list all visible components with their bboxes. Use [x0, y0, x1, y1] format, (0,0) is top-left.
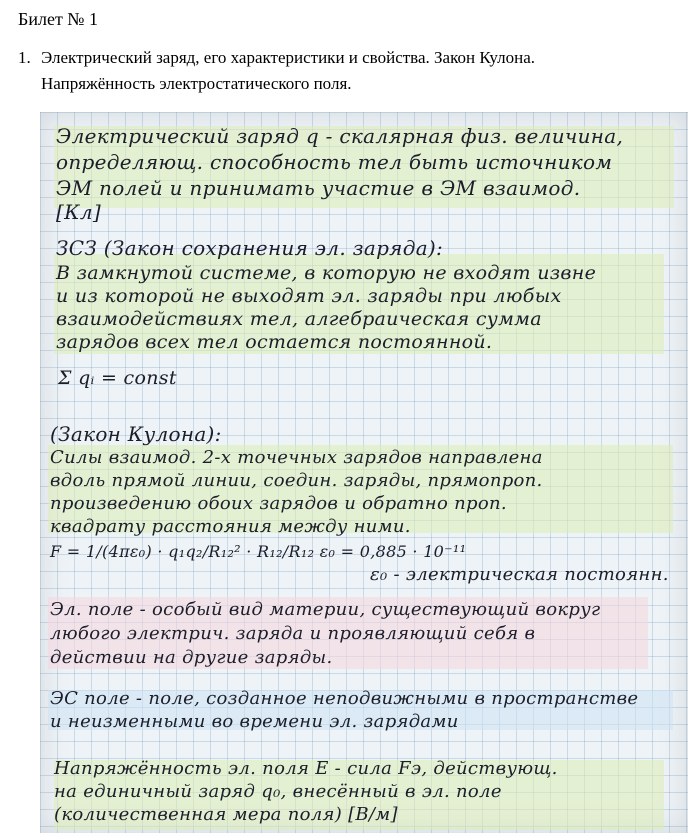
note-line: квадрату расстояния между ними.: [50, 516, 411, 537]
note-line: любого электрич. заряда и проявляющий себя в: [50, 623, 536, 644]
note-line: ε₀ - электрическая постоянн.: [370, 564, 669, 585]
coulomb-formula: F = 1/(4πε₀) · q₁q₂/R₁₂² · R₁₂/R₁₂ ε₀ = 0,885 · 10⁻¹¹: [50, 542, 467, 561]
note-line: Эл. поле - особый вид материи, существующий вокруг: [50, 599, 601, 620]
question-text-line-2: Напряжённость электростатического поля.: [41, 74, 352, 93]
note-line: Силы взаимод. 2-х точечных зарядов направлена: [50, 447, 543, 468]
note-line: (Закон Кулона):: [50, 422, 222, 446]
note-line: Σ qᵢ = const: [58, 367, 177, 389]
note-line: на единичный заряд q₀, внесённый в эл. поле: [54, 781, 502, 802]
note-line: определяющ. способность тел быть источником: [56, 150, 613, 174]
note-line: [Кл]: [56, 200, 102, 224]
note-line: вдоль прямой линии, соедин. заряды, прямопроп.: [50, 470, 543, 491]
question-number: 1.: [18, 48, 31, 67]
note-line: ЭС поле - поле, созданное неподвижными в пространстве: [50, 688, 639, 709]
note-line: произведению обоих зарядов и обратно проп.: [50, 493, 507, 514]
question-text-line-1: Электрический заряд, его характеристики и свойства. Закон Кулона.: [41, 48, 536, 67]
handwritten-notes-photo: [40, 112, 688, 833]
note-line: действии на другие заряды.: [50, 647, 333, 668]
note-line: Напряжённость эл. поля E - сила Fэ, действующ.: [54, 758, 558, 779]
note-line: ЗСЗ (Закон сохранения эл. заряда):: [56, 236, 444, 260]
note-line: В замкнутой системе, в которую не входят извне: [56, 262, 597, 284]
note-line: (количественная мера поля) [В/м]: [54, 804, 398, 825]
note-line: и из которой не выходят эл. заряды при любых: [56, 285, 562, 307]
note-line: зарядов всех тел остается постоянной.: [56, 331, 493, 353]
note-line: ЭМ полей и принимать участие в ЭМ взаимод.: [56, 176, 581, 200]
note-line: взаимодействиях тел, алгебраическая сумма: [56, 308, 542, 330]
ticket-title: Билет № 1: [18, 9, 98, 29]
note-line: и неизменными во времени эл. зарядами: [50, 711, 459, 732]
note-line: Электрический заряд q - скалярная физ. величина,: [56, 124, 624, 148]
